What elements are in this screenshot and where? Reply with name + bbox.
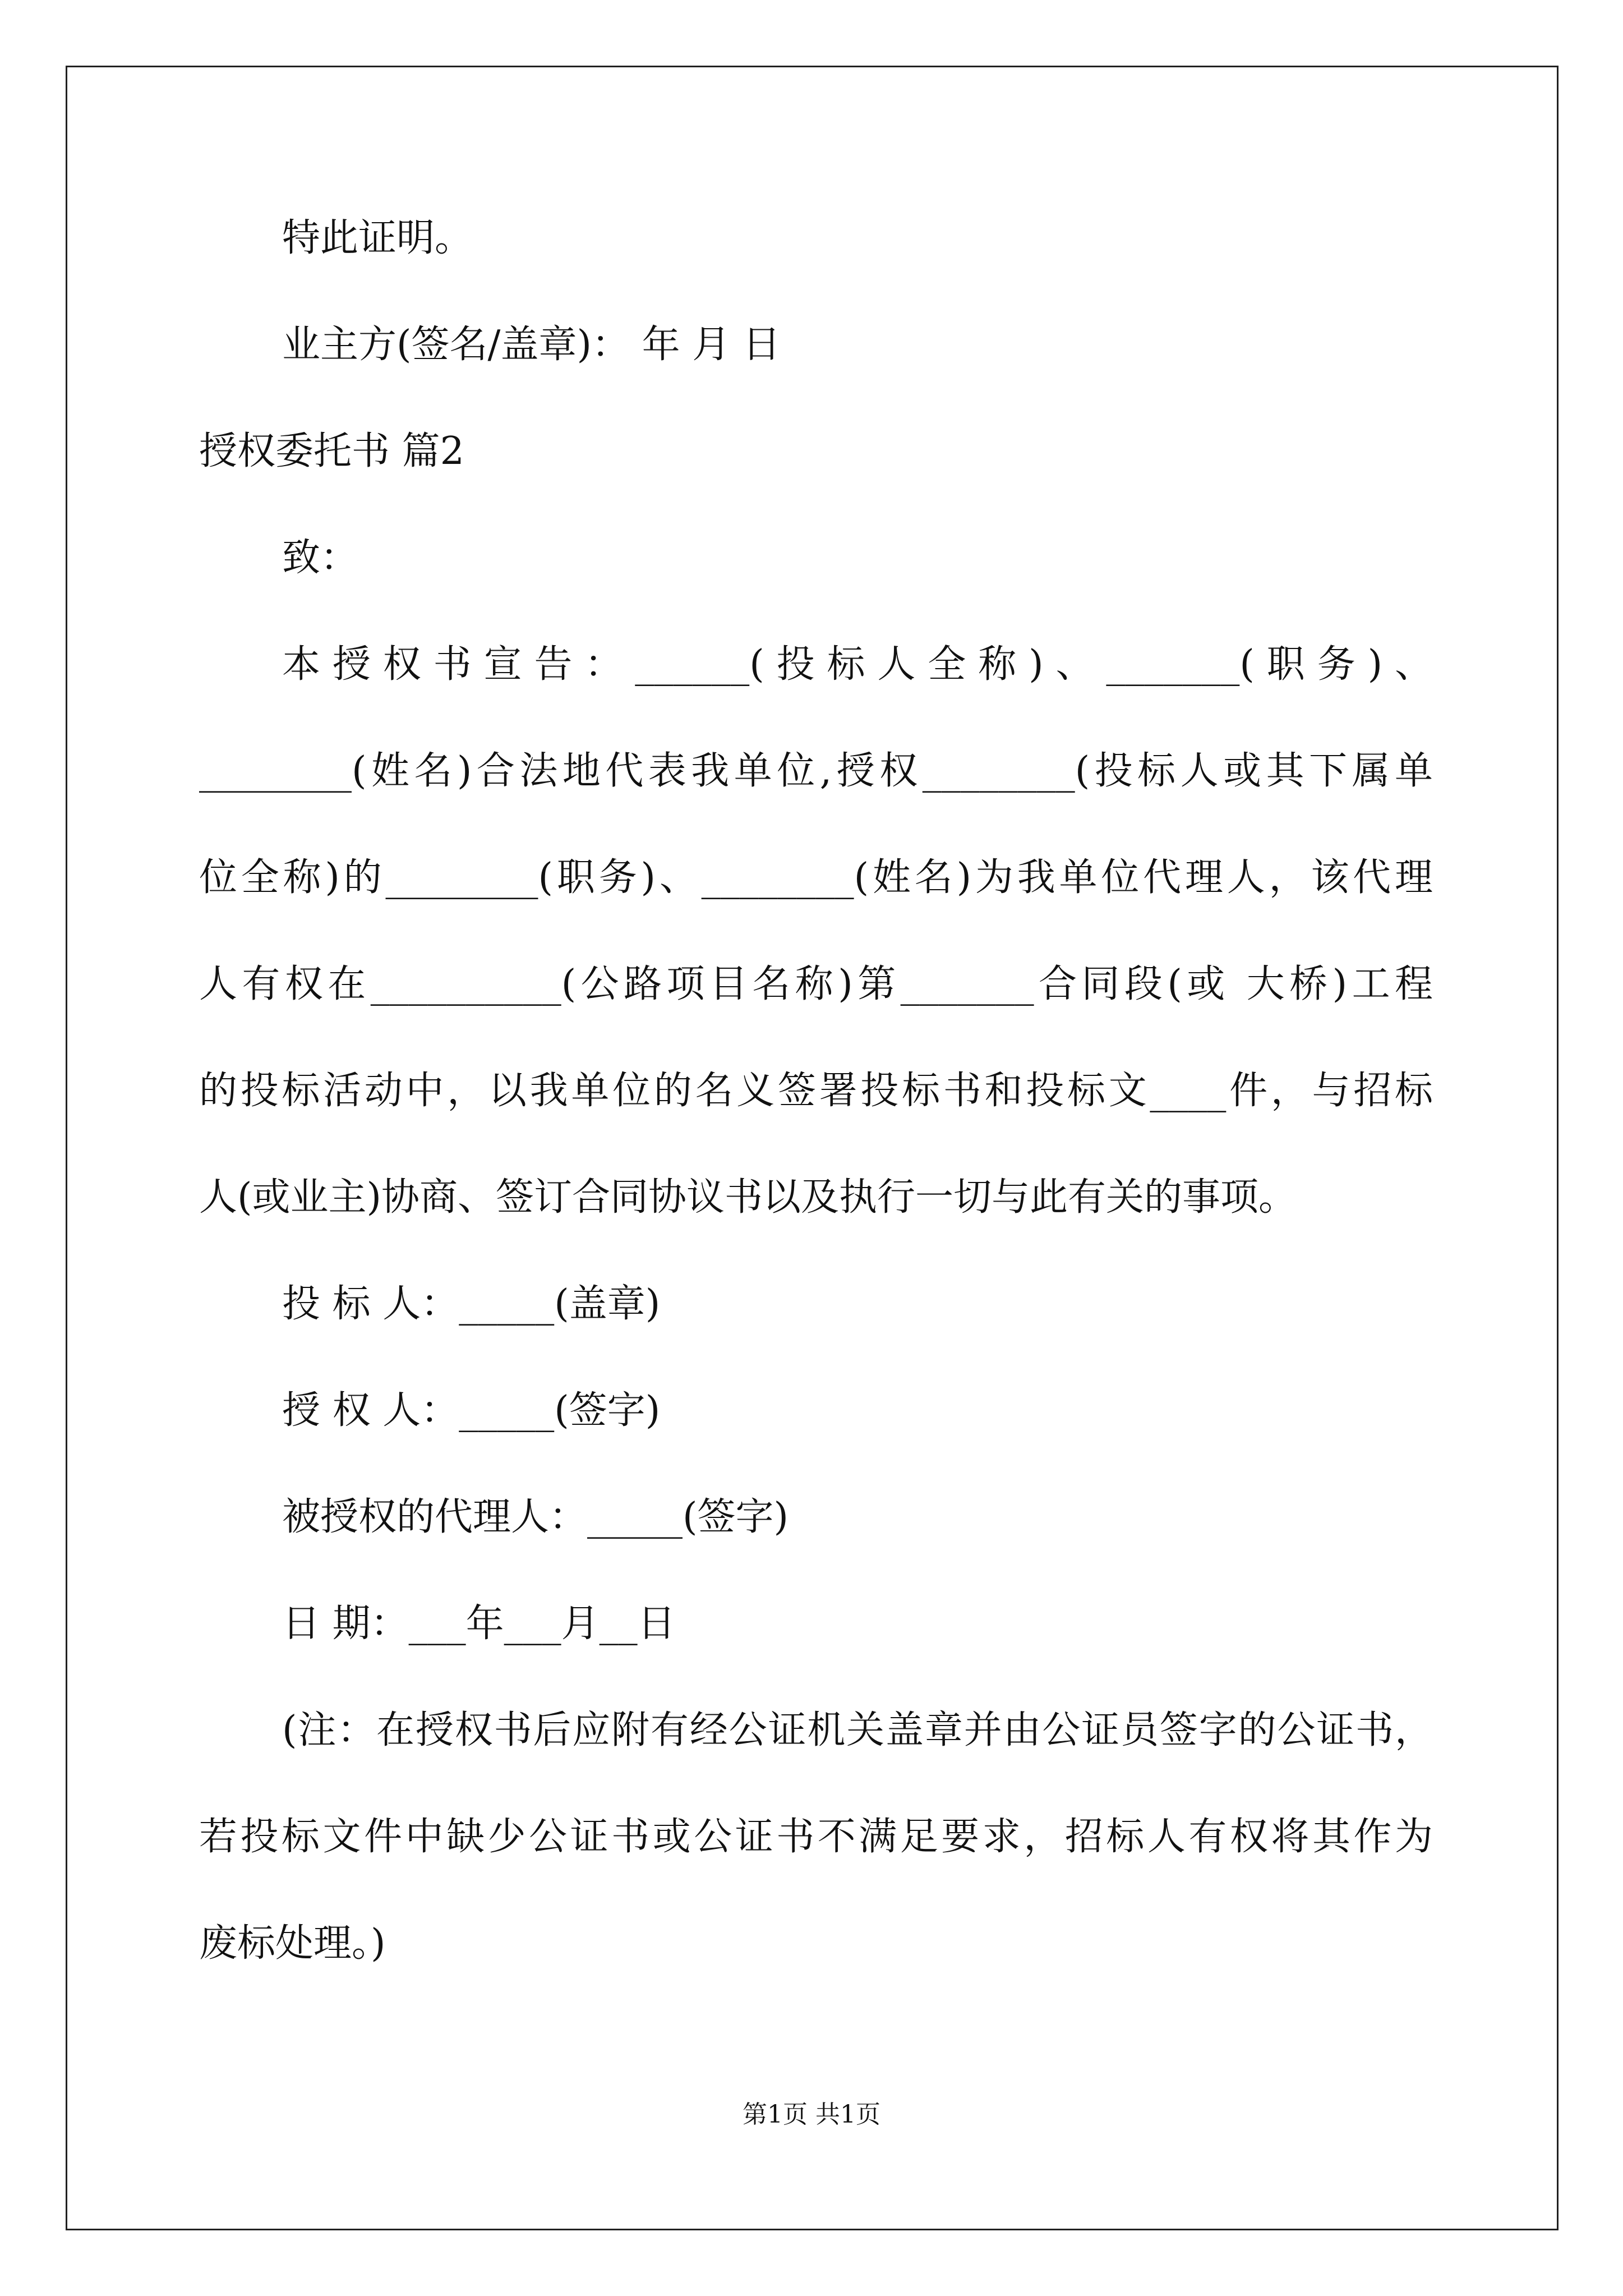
owner-signature-line: 业主方(签名/盖章)： 年 月 日 <box>282 323 781 367</box>
note-line: 废标处理。) <box>199 1921 386 1966</box>
bidder-field: 投 标 人：_____(盖章) <box>282 1282 661 1326</box>
body-line: 位全称)的________(职务)、________(姓名)为我单位代理人，该代理 <box>199 855 1433 900</box>
body-line: 人有权在__________(公路项目名称)第_______合同段(或 大桥)工程 <box>199 962 1433 1006</box>
section-heading: 授权委托书 篇2 <box>199 429 464 473</box>
authorizer-field: 授 权 人：_____(签字) <box>282 1388 661 1433</box>
body-line: 的投标活动中，以我单位的名义签署投标书和投标文____件，与招标 <box>199 1069 1433 1113</box>
note-line: (注：在授权书后应附有经公证机关盖章并由公证员签字的公证书， <box>282 1708 1433 1752</box>
body-line: 人(或业主)协商、签订合同协议书以及执行一切与此有关的事项。 <box>199 1175 1297 1220</box>
note-line: 若投标文件中缺少公证书或公证书不满足要求，招标人有权将其作为 <box>199 1815 1433 1859</box>
closing-statement: 特此证明。 <box>282 216 473 260</box>
page-frame <box>66 66 1559 2230</box>
page-number: 第1页 共1页 <box>743 2100 880 2129</box>
body-line: 本授权书宣告：______(投标人全称)、_______(职务)、 <box>282 642 1433 687</box>
date-field: 日 期：___年___月__日 <box>282 1602 676 1646</box>
agent-field: 被授权的代理人：_____(签字) <box>282 1495 789 1539</box>
salutation: 致： <box>282 536 359 580</box>
body-line: ________(姓名)合法地代表我单位,授权________(投标人或其下属单 <box>199 749 1433 793</box>
